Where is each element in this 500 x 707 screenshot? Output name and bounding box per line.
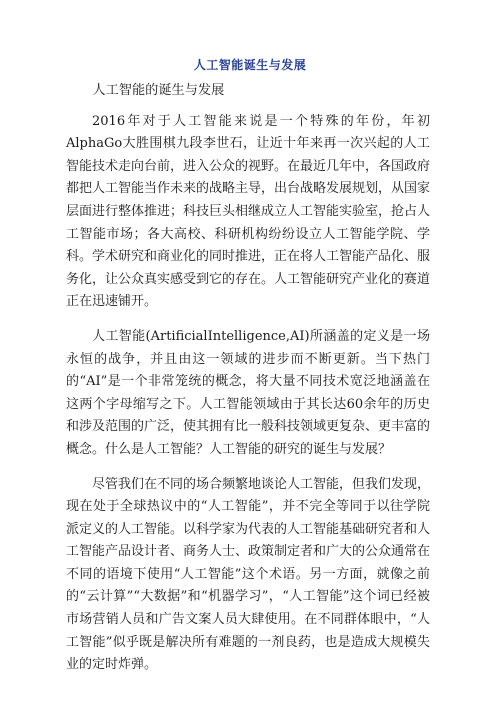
document-title: 人工智能诞生与发展	[193, 58, 307, 72]
paragraph-1: 2016年对于人工智能来说是一个特殊的年份，年初AlphaGo大胜围棋九段李世石，让近十年来再一次兴起的人工智能技术走向台前，进入公众的视野。在最近几年中，各国政府都把人工智能当作未来的战略主导，出台战略发展规划，从国家层面进行整体推进；科技巨头相继成立人工智能实验室，抢占人工智能市场；各大高校、科研机构纷纷设立人工智能学院、学科。学术研究和商业化的同时推进，正在将人工智能产品化、服务化，让公众真实感受到它的存在。人工智能研究产业化的赛道正在迅速铺开。	[66, 113, 431, 310]
document-subtitle: 人工智能的诞生与发展	[92, 83, 225, 98]
paragraph-3: 尽管我们在不同的场合频繁地谈论人工智能，但我们发现，现在处于全球热议中的“人工智能”，并不完全等同于以往学院派定义的人工智能。以科学家为代表的人工智能基础研究者和人工智能产品设计者、商务人士、政策制定者和广大的公众通常在不同的语境下使用“人工智能”这个术语。另一方面，就像之前的“云计算”“大数据”和“机器学习”，“人工智能”这个词已经被市场营销人员和广告文案人员大肆使用。在不同群体眼中，“人工智能”似乎既是解决所有难题的一剂良药，也是造成大规模失业的定时炸弹。	[66, 476, 431, 673]
document-body	[66, 80, 430, 689]
paragraph-2: 人工智能(ArtificialIntelligence,AI)所涵盖的定义是一场永恒的战争，并且由这一领域的进步而不断更新。当下热门的“AI”是一个非常笼统的概念，将大量不同技术宽泛地涵盖在这两个字母缩写之下。人工智能领域由于其长达60余年的历史和涉及范围的广泛，使其拥有比一般科技领域更复杂、更丰富的概念。什么是人工智能？人工智能的研究的诞生与发展？	[66, 328, 431, 457]
